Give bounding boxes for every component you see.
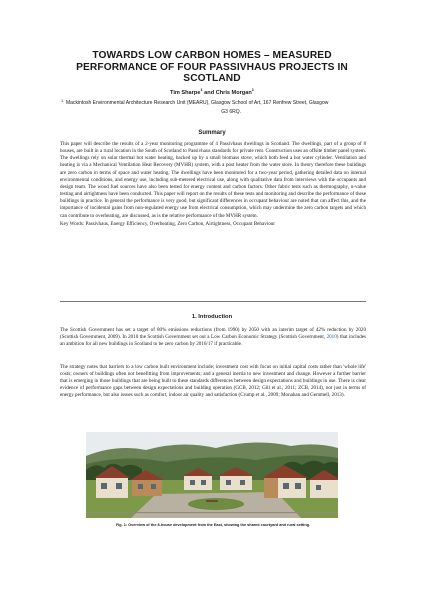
paper-title: TOWARDS LOW CARBON HOMES – MEASURED PERFORMANCE OF FOUR PASSIVHAUS PROJECTS IN SCOTLAND [76,50,348,84]
keywords: Key Words: Passivhaus, Energy Efficiency, Overheating, Zero Carbon, Airtightness, Occupant Behaviour [60,220,275,227]
affiliation-line-1: Mackintosh Environmental Architecture Research Unit (MEARU), Glasgow School of Art, 167 Renfrew Street, Glasgow [66,100,329,106]
affiliation-line-2: G3 6RQ. [221,108,241,115]
author-name: Chris Morgan [215,89,252,96]
fence [86,512,338,513]
summary-heading: Summary [198,130,226,136]
window [190,480,195,485]
timber-panel [264,478,278,498]
window [101,483,107,489]
window [240,480,245,485]
figure-caption: Fig. 1: Overview of the 8-house development from the East, showing the shared courtyard and rural setting. [115,523,311,527]
wall [132,480,162,496]
author-joiner: and [202,89,216,96]
section-divider [60,301,366,302]
window [283,483,289,489]
wall [220,476,252,490]
window [295,483,301,489]
author-name: Tim Sharpe [170,89,201,96]
window [151,484,156,489]
wall [310,480,338,498]
development-photo [86,432,338,518]
wall [96,478,128,498]
window [201,480,206,485]
affiliation-mark: 1 [200,87,203,92]
abstract [60,141,366,228]
paragraph-text: ) that includes an ambition for all new buildings in Scotland to be zero carbon by 2016/17 if practicable. [60,334,366,348]
window [226,480,231,485]
abstract-text: This paper will describe the results of a 2-year monitoring programme of 4 Passivhaus dwellings in Scotland. The dwellings, part of a group of 8 houses, are built in a rural location in the South of Scotland to Passivhaus standards for private rent. Construction uses an offsite timber panel system. The dwellings rely on solar thermal hot water heating, backed up by a small biomass stove, which both feed a hot water cylinder. Ventilation and heating is via a Mechanical Ventilation Heat Recovery (MVHR) system, with a post heater from the water store. In theory therefore these buildings are zero carbon in terms of space and water heating. The dwellings have been monitored for a two-year period, gathering detailed data on internal environmental conditions, and energy use, including sub-metered electrical use, along with qualitative data from interviews with the occupants and design team. The wood fuel sources have also been tested for energy content and carbon factors. Other fabric tests such as thermography, u-value testing and airtightness have been conducted. This paper will report on the results of these tests and monitoring and describe the performance of these buildings in practice. In general the performance is very good, but significant differences in occupant behaviour are noted that can affect this, and the importance of incidental gains from non-regulated energy use from electrical consumption, which may undermine the zero carbon targets and which can contribute to overheating, are discussed, as is the relative performance of the MVHR system. [60,141,366,219]
affiliation-mark: 1 [61,99,64,103]
wall [184,476,212,490]
window [316,485,321,490]
central-lawn [188,498,244,510]
section-heading-introduction: 1. Introduction [191,314,233,320]
window [116,483,122,489]
intro-paragraph-1 [60,327,366,348]
author-line [60,87,364,96]
paragraph-text: The Scottish Government has set a target of 80% emissions reductions (from 1990) by 2050 with an interim target of 42% reduction by 2020 (Scottish Government, 2009). In 2010 the Scottish Government set out a Low Carbon Economic Strategy (Scottish Government, [60,327,366,341]
affiliation [61,99,366,116]
affiliation-mark: 1 [251,87,254,92]
bench [206,500,218,502]
citation-link[interactable]: 2010 [326,334,337,341]
intro-paragraph-2: The strategy notes that barriers to a low carbon built environment include; investment cost with focus on initial capital costs rather than 'whole life' costs; owners of buildings often not benefitting from improvements; and a general inertia to new investment and change. However a further barrier that is emerging in those buildings that are being built to these standards differences between design expectations and buildings in use. There is clear evidence of performance gaps between design expectations and building operation (GCB, 2012; Gill et al., 2011; ZCB, 2014), not just in terms of energy performance, but also issues such as comfort, indoor air quality and satisfaction (Crump et al., 2009; Monahan and Gemmell, 2013). [60,364,366,399]
window [138,484,143,489]
